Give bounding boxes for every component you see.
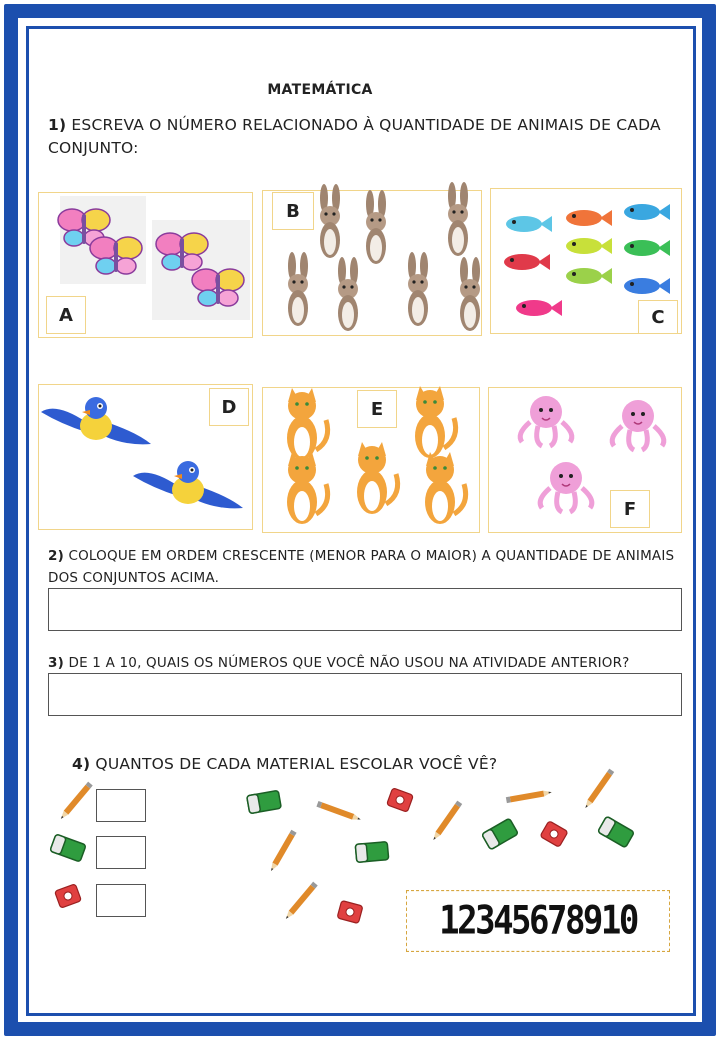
- set-a-label: A: [46, 296, 86, 334]
- pencil-icon: [59, 782, 93, 821]
- page-title: MATEMÁTICA: [267, 82, 373, 98]
- question-3-text: DE 1 A 10, QUAIS OS NÚMEROS QUE VOCÊ NÃO USOU NA ATIVIDADE ANTERIOR?: [68, 655, 630, 671]
- set-c-label: C: [638, 300, 678, 334]
- set-b-label: B: [272, 192, 314, 230]
- eraser-icon: [50, 834, 86, 862]
- question-1-text: ESCREVA O NÚMERO RELACIONADO À QUANTIDADE DE ANIMAIS DE CADA CONJUNTO:: [48, 116, 661, 157]
- question-1-number: 1): [48, 116, 67, 134]
- question-3-number: 3): [48, 655, 64, 671]
- set-e-label: E: [357, 390, 397, 428]
- question-2-number: 2): [48, 548, 64, 564]
- set-d-label: D: [209, 388, 249, 426]
- sharpener-icon: [55, 884, 82, 908]
- question-4-text: QUANTOS DE CADA MATERIAL ESCOLAR VOCÊ VÊ?: [95, 755, 498, 773]
- set-f-label: F: [610, 490, 650, 528]
- question-4-number: 4): [72, 755, 91, 773]
- number-strip: 12345678910: [406, 890, 670, 952]
- question-2-text: COLOQUE EM ORDEM CRESCENTE (MENOR PARA O MAIOR) A QUANTIDADE DE ANIMAIS DOS CONJUNTOS ACIMA.: [48, 548, 675, 586]
